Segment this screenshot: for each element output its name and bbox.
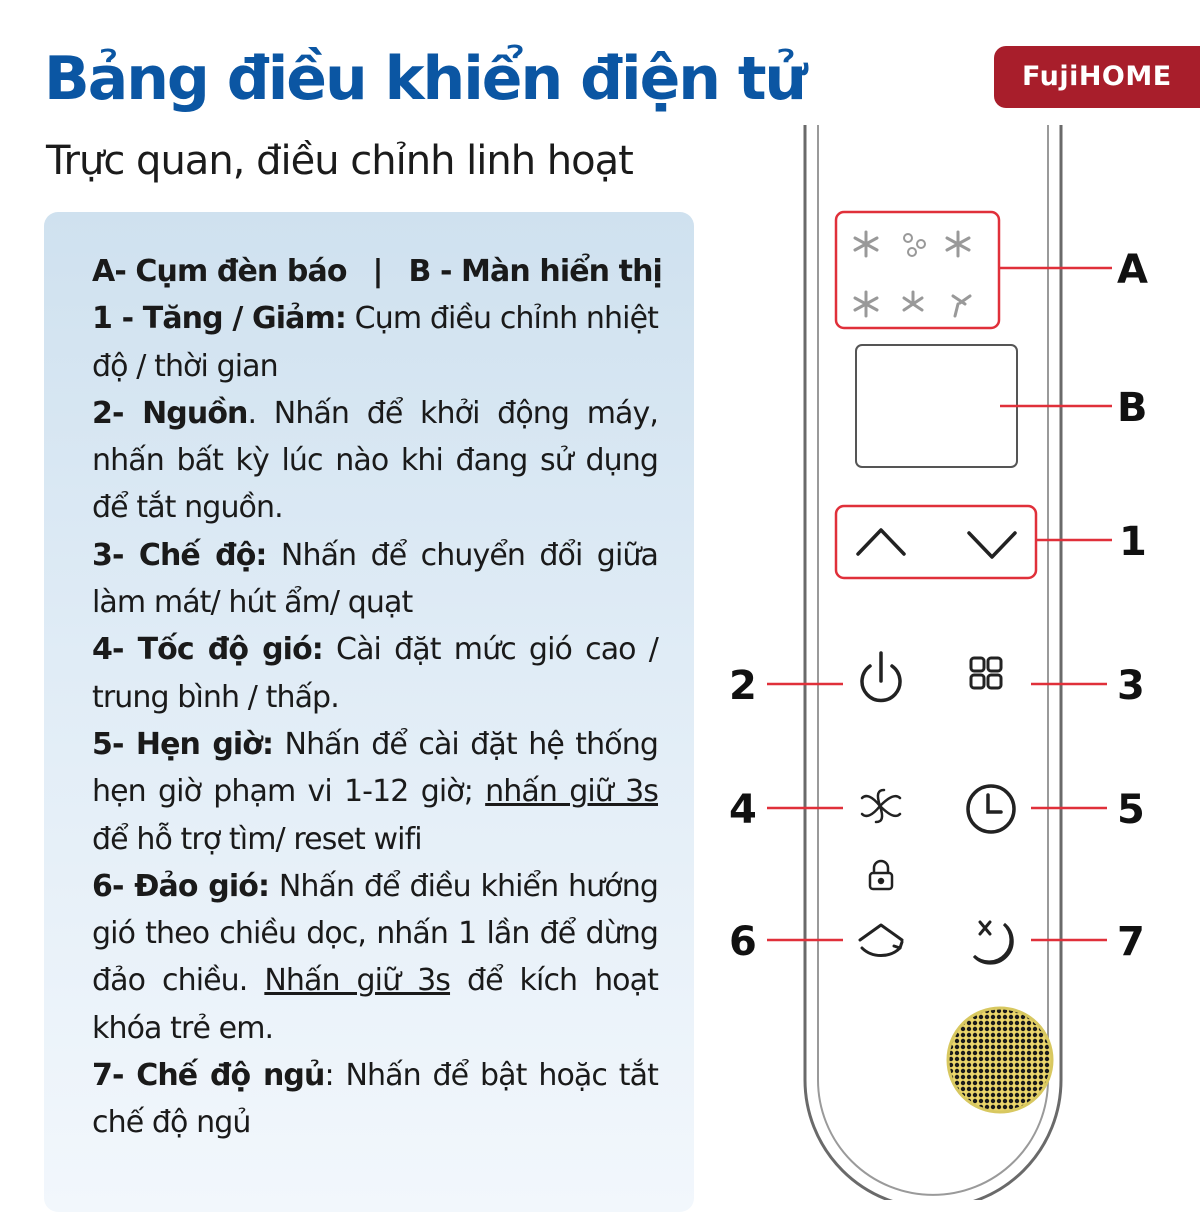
page-title: Bảng điều khiển điện tử [44, 44, 806, 114]
legend-desc: Cụm điều chỉnh nhiệt độ / thời gian [92, 301, 658, 384]
lock-icon [870, 861, 892, 889]
fan-mid-icon [904, 292, 922, 310]
legend-underline: nhấn giữ 3s [485, 774, 659, 810]
fan-speed-icon [862, 790, 900, 822]
power-icon [862, 653, 900, 700]
indicator-highlight-box [836, 212, 999, 328]
legend-desc: Nhấn để cài đặt hệ thống hẹn giờ phạm vi 1-12 giờ; [92, 726, 658, 810]
timer-clock-icon [968, 786, 1014, 832]
chevron-up-icon [858, 530, 904, 554]
fan-low-icon [855, 292, 877, 316]
legend-desc: để hỗ trợ tìm/ reset wifi [92, 821, 422, 857]
callout-label-4: 4 [729, 787, 757, 833]
page-subtitle: Trực quan, điều chỉnh linh hoạt [46, 138, 633, 184]
callout-label-6: 6 [729, 919, 757, 965]
legend-key: 5- Hẹn giờ: [92, 726, 274, 762]
callout-label-3: 3 [1117, 663, 1145, 709]
swing-icon [860, 925, 902, 956]
brand-logo: FujiHOME [994, 46, 1200, 108]
legend-desc: Cài đặt mức gió cao / trung bình / thấp. [92, 632, 658, 715]
legend-underline: Nhấn giữ 3s [264, 963, 451, 999]
legend-desc: để kích hoạt khóa trẻ em. [92, 963, 658, 1046]
snowflake-icon [855, 232, 877, 256]
legend-desc: Nhấn để điều khiển hướng gió theo chiều dọc, nhấn 1 lần để dừng đảo chiều. [92, 868, 658, 999]
chevron-down-icon [969, 533, 1015, 557]
droplets-icon [904, 234, 925, 256]
legend-a-label: A- Cụm đèn báo [92, 254, 347, 289]
legend-key: 1 - Tăng / Giảm: [92, 301, 346, 337]
legend-key: 3- Chế độ: [92, 537, 267, 573]
sleep-moon-icon [974, 922, 1012, 963]
callout-label-5: 5 [1117, 787, 1145, 833]
fan-icon [947, 232, 969, 256]
legend-separator: | [372, 254, 383, 289]
callout-label-7: 7 [1117, 919, 1145, 965]
legend-desc: : Nhấn để bật hoặc tắt chế độ ngủ [92, 1058, 658, 1141]
legend-desc: . Nhấn để khởi động máy, nhấn bất kỳ lúc nào khi đang sử dụng để tắt nguồn. [92, 395, 658, 526]
legend-b-label: B - Màn hiển thị [408, 254, 662, 289]
legend-key: 7- Chế độ ngủ [92, 1058, 325, 1094]
legend-key: 6- Đảo gió: [92, 868, 270, 904]
callout-label-b: B [1117, 385, 1148, 431]
fan-high-icon [953, 296, 970, 316]
speaker-grille [948, 1008, 1052, 1112]
display-screen [856, 345, 1017, 467]
callout-label-2: 2 [729, 663, 757, 709]
mode-grid-icon [971, 658, 1001, 688]
legend-key: 4- Tốc độ gió: [92, 632, 323, 668]
callout-label-1: 1 [1119, 519, 1147, 565]
legend-desc: Nhấn để chuyển đổi giữa làm mát/ hút ẩm/ quạt [92, 537, 658, 621]
legend-key: 2- Nguồn [92, 395, 248, 431]
callout-label-a: A [1117, 247, 1148, 293]
